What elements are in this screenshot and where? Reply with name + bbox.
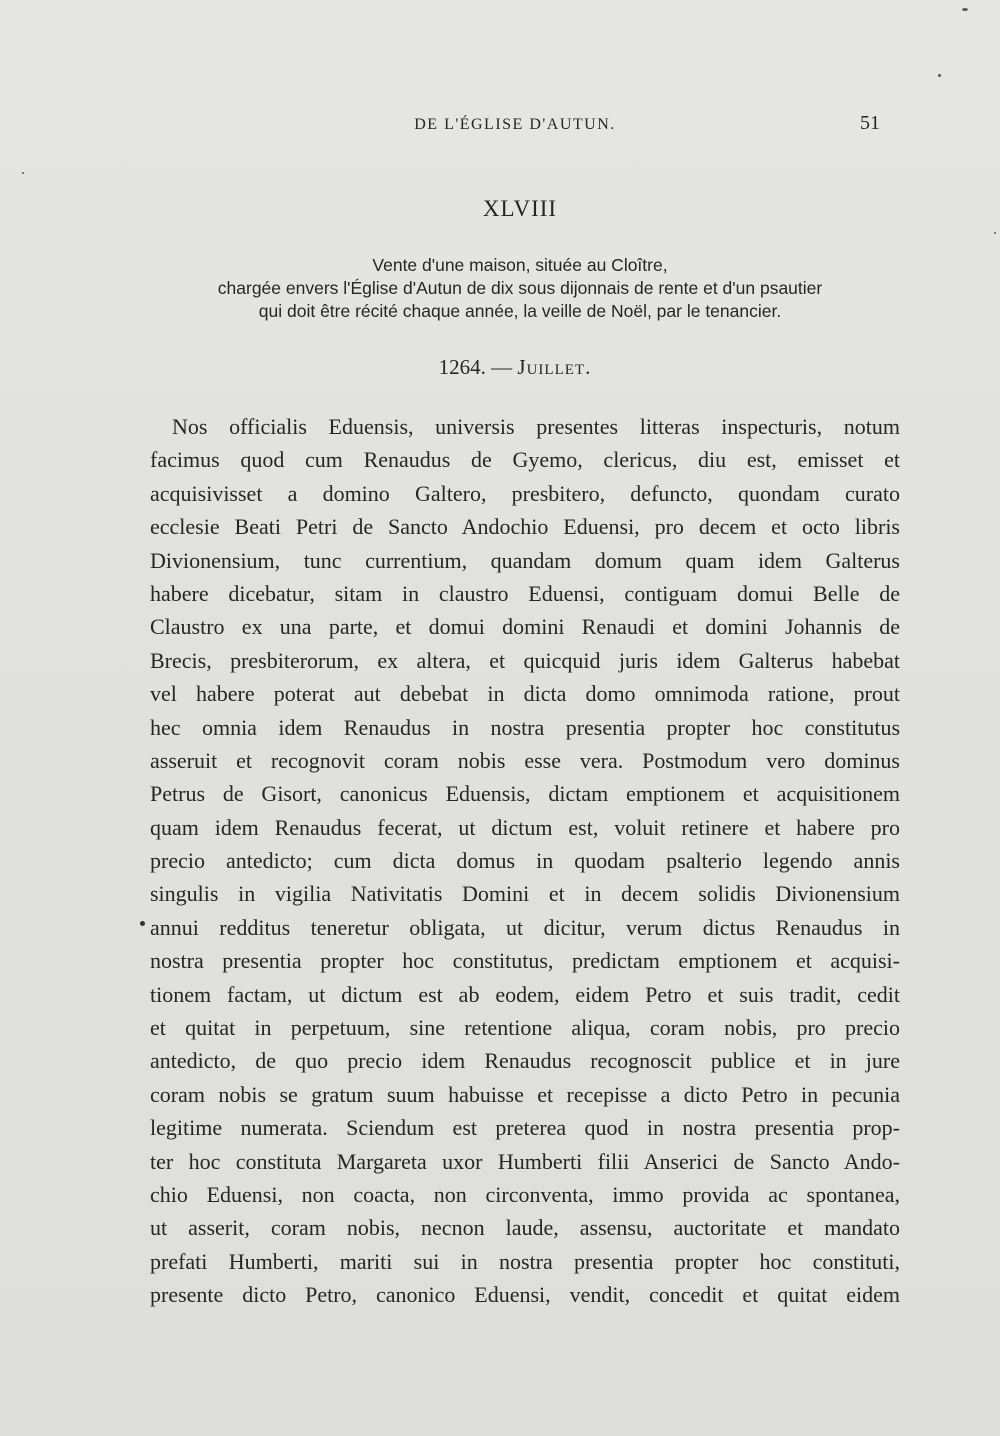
text-line: singulis in vigilia Nativitatis Domini et in decem solidis Divionensium (150, 881, 900, 907)
text-line: precio antedicto; cum dicta domus in quodam psalterio legendo annis (150, 848, 900, 874)
text-line: Claustro ex una parte, et domui domini Renaudi et domini Johannis de (150, 614, 900, 640)
charter-number: XLVIII (482, 196, 558, 221)
text-line: habere dicebatur, sitam in claustro Eduensi, contiguam domui Belle de (150, 580, 900, 606)
text-line: ecclesie Beati Petri de Sancto Andochio Eduensi, pro decem et octo libris (150, 514, 900, 540)
text-line: Brecis, presbiterorum, ex altera, et quicquid juris idem Galterus habebat (150, 647, 900, 673)
margin-dot (140, 921, 145, 926)
text-line: asseruit et recognovit coram nobis esse vera. Postmodum vero dominus (150, 747, 900, 773)
charter-date-year: 1264. — (438, 355, 513, 379)
text-line: antedicto, de quo precio idem Renaudus recognoscit publice et in jure (150, 1048, 900, 1074)
text-line: et quitat in perpetuum, sine retentione aliqua, coram nobis, pro precio (150, 1015, 900, 1041)
text-line: legitime numerata. Sciendum est preterea quod in nostra presentia prop- (150, 1115, 900, 1141)
text-line: chio Eduensi, non coacta, non circonventa, immo provida ac spontanea, (150, 1181, 900, 1207)
paper-speck (994, 232, 996, 234)
text-line: ter hoc constituta Margareta uxor Humberti filii Anserici de Sancto Ando- (150, 1148, 900, 1174)
text-line: tionem factam, ut dictum est ab eodem, eidem Petro et suis tradit, cedit (150, 981, 900, 1007)
summary-line: qui doit être récité chaque année, la veille de Noël, par le tenancier. (258, 301, 782, 321)
text-line: Petrus de Gisort, canonicus Eduensis, dictam emptionem et acquisitionem (150, 781, 900, 807)
running-head (150, 112, 880, 142)
text-line: hec omnia idem Renaudus in nostra presentia propter hoc constitutus (150, 714, 900, 740)
text-line: quam idem Renaudus fecerat, ut dictum est, voluit retinere et habere pro (150, 814, 900, 840)
summary-line: chargée envers l'Église d'Autun de dix sous dijonnais de rente et d'un psautier (217, 278, 823, 298)
summary-line: Vente d'une maison, située au Cloître, (372, 255, 668, 275)
text-line: ut asserit, coram nobis, necnon laude, assensu, auctoritate et mandato (150, 1215, 900, 1241)
paper-speck (962, 8, 968, 11)
text-line: coram nobis se gratum suum habuisse et recepisse a dicto Petro in pecunia (150, 1081, 900, 1107)
paper-speck (22, 172, 24, 174)
text-line: prefati Humberti, mariti sui in nostra presentia propter hoc constituti, (150, 1248, 900, 1274)
text-line: Divionensium, tunc currentium, quandam domum quam idem Galterus (150, 547, 900, 573)
page-number: 51 (860, 112, 880, 134)
text-line: Nos officialis Eduensis, universis presentes litteras inspecturis, notum (172, 414, 900, 439)
charter-summary (160, 254, 880, 323)
text-line: annui redditus teneretur obligata, ut dicitur, verum dictus Renaudus in (150, 914, 900, 940)
text-line: nostra presentia propter hoc constitutus, predictam emptionem et acquisi- (150, 948, 900, 974)
charter-text (150, 410, 900, 1312)
running-title: DE L'ÉGLISE D'AUTUN. (414, 116, 616, 133)
charter-date-month: Juillet. (517, 355, 592, 379)
text-line: vel habere poterat aut debebat in dicta domo omnimoda ratione, prout (150, 681, 900, 707)
text-line: presente dicto Petro, canonico Eduensi, vendit, concedit et quitat eidem (150, 1282, 900, 1308)
text-line: facimus quod cum Renaudus de Gyemo, clericus, diu est, emisset et (150, 447, 900, 473)
charter-date (150, 355, 880, 380)
text-line: acquisivisset a domino Galtero, presbitero, defuncto, quondam curato (150, 480, 900, 506)
paper-speck (938, 74, 941, 77)
